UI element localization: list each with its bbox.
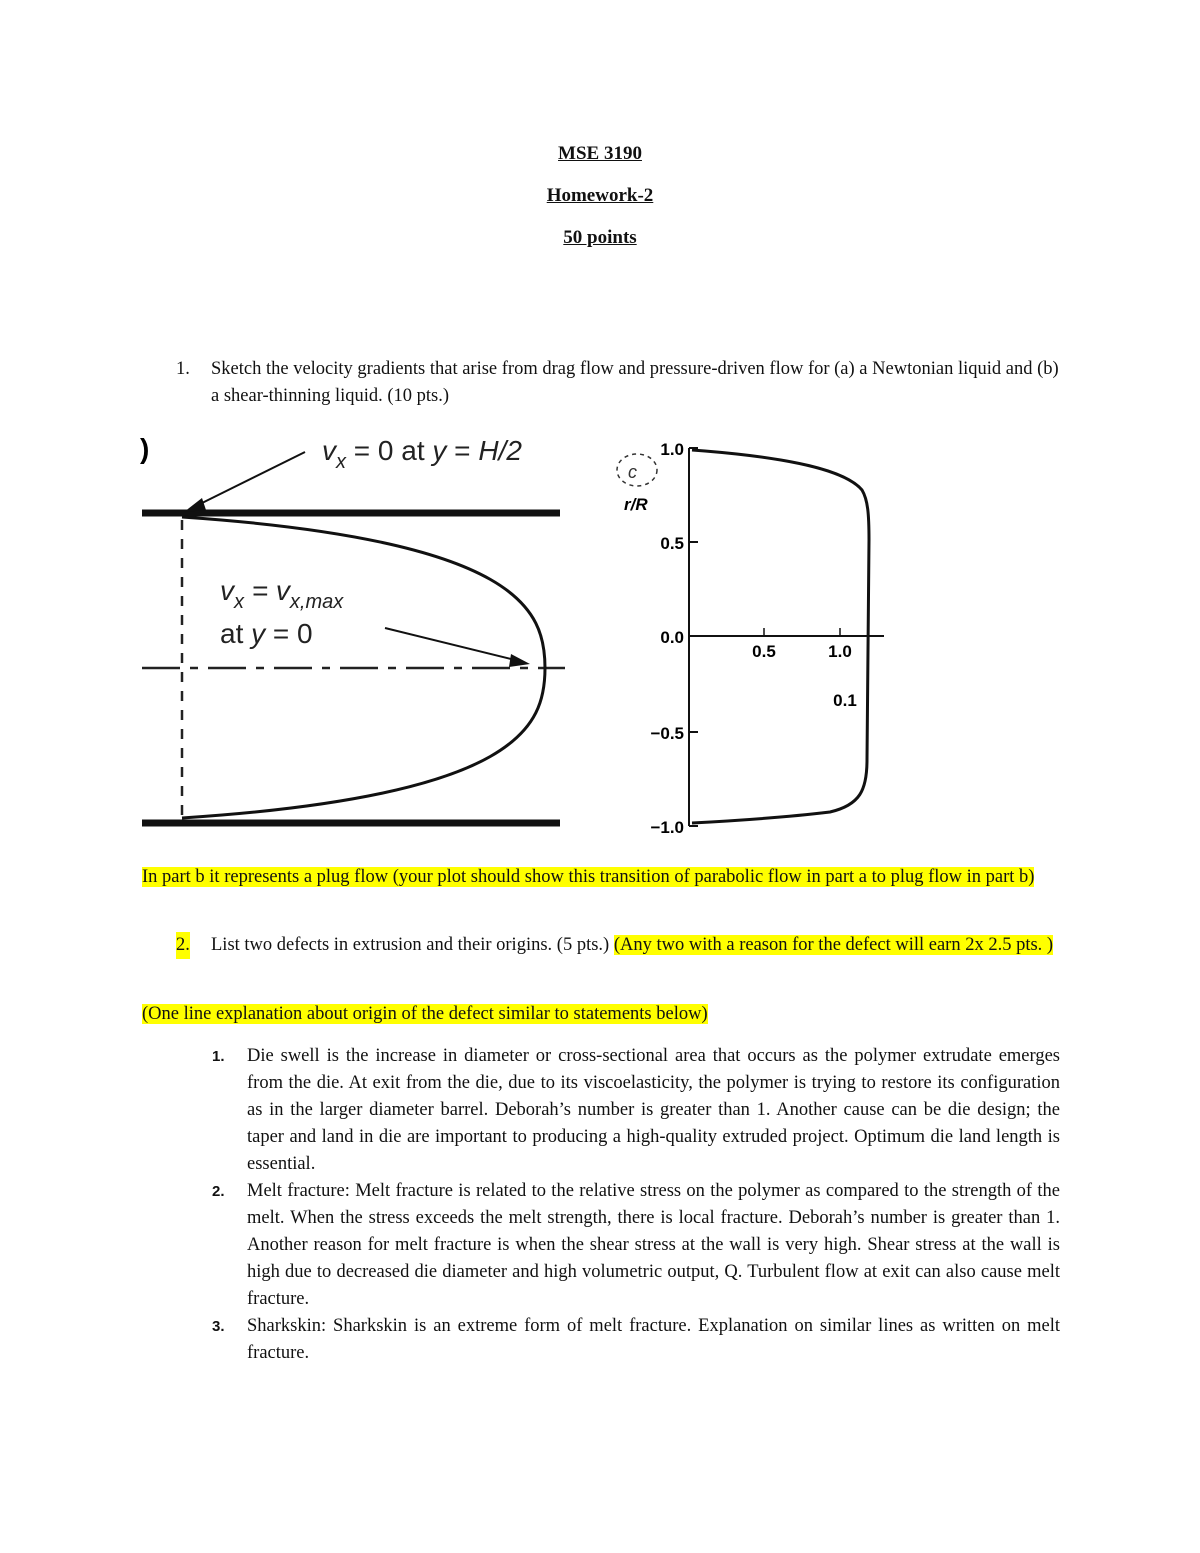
question-2 — [176, 932, 1061, 959]
figure-parabolic-flow — [0, 420, 600, 840]
question-2-number: 2. — [176, 932, 190, 959]
max-velocity-position-label: at y = 0 — [220, 618, 313, 649]
list-item — [212, 1043, 1060, 1178]
question-1-number: 1. — [176, 359, 190, 379]
answers-list — [212, 1043, 1060, 1367]
list-item-text: Sharkskin: Sharkskin is an extreme form of melt fracture. Explanation on similar lines as written on melt fracture. — [247, 1316, 1060, 1363]
y-axis-label: r/R — [624, 495, 648, 514]
y-tick-label-1: 1.0 — [660, 440, 684, 459]
figure-plug-flow — [600, 430, 900, 840]
figure-a-part-label: ) — [140, 433, 150, 464]
curve-label: 0.1 — [833, 691, 857, 710]
list-item-number: 3. — [212, 1318, 225, 1335]
list-item-number: 2. — [212, 1183, 225, 1200]
note-plug-flow — [142, 864, 1060, 891]
question-2-grading-note: (Any two with a reason for the defect will earn 2x 2.5 pts. ) — [613, 935, 1054, 955]
question-1-text: Sketch the velocity gradients that arise from drag flow and pressure-driven flow for (a) a Newtonian liquid and (b) a shear-thinning liquid. (10 pts.) — [211, 359, 1059, 406]
list-item-number: 1. — [212, 1048, 225, 1065]
x-tick-label-0.5: 0.5 — [752, 642, 776, 661]
wall-velocity-label: $v_x = 0$ at y = H/2 — [322, 435, 522, 473]
list-item-text: Die swell is the increase in diameter or cross-sectional area that occurs as the polymer extrudate emerges from the die. At exit from the die, due to its viscoelasticity, the polymer is trying to restore its configuration as in the larger diameter barrel. Deborah’s number is greater than 1. Another cause can be die design; the taper and land in die are important to producing a high-quality extruded project. Optimum die land length is essential. — [247, 1046, 1060, 1174]
note-explanation — [142, 1001, 708, 1028]
max-velocity-label: $v_x = v_{x,max}$ — [220, 575, 344, 613]
course-title: MSE 3190 — [558, 143, 642, 164]
y-tick-label-0.5: 0.5 — [660, 534, 684, 553]
wall-arrow-line — [198, 452, 305, 505]
y-tick-label-0: 0.0 — [660, 628, 684, 647]
list-item — [212, 1313, 1060, 1367]
part-label-circle — [617, 454, 657, 486]
list-item-text: Melt fracture: Melt fracture is related to the relative stress on the polymer as compared to the strength of the melt. When the stress exceeds the melt strength, there is local fracture. Deborah’s number is greater than 1. Another reason for melt fracture is when the shear stress at the wall is very high. Shear stress at the wall is high due to decreased die diameter and high volumetric output, Q. Turbulent flow at exit can also cause melt fracture. — [247, 1181, 1060, 1309]
center-arrow-head — [509, 654, 530, 667]
part-label-text: c — [628, 462, 637, 482]
points-title: 50 points — [563, 227, 637, 248]
question-1 — [176, 356, 1061, 410]
question-2-text: List two defects in extrusion and their origins. (5 pts.) — [211, 935, 614, 955]
center-arrow-line — [385, 628, 515, 660]
note-plug-flow-text: In part b it represents a plug flow (your plot should show this transition of parabolic flow in part a to plug flow in part b) — [142, 867, 1035, 887]
assignment-title: Homework-2 — [546, 185, 654, 206]
list-item — [212, 1178, 1060, 1313]
note-explanation-text: (One line explanation about origin of the defect similar to statements below) — [142, 1004, 708, 1024]
x-tick-label-1.0: 1.0 — [828, 642, 852, 661]
wall-arrow-head — [184, 498, 206, 512]
y-tick-label-neg0.5: −0.5 — [650, 724, 684, 743]
y-tick-label-neg1: −1.0 — [650, 818, 684, 837]
